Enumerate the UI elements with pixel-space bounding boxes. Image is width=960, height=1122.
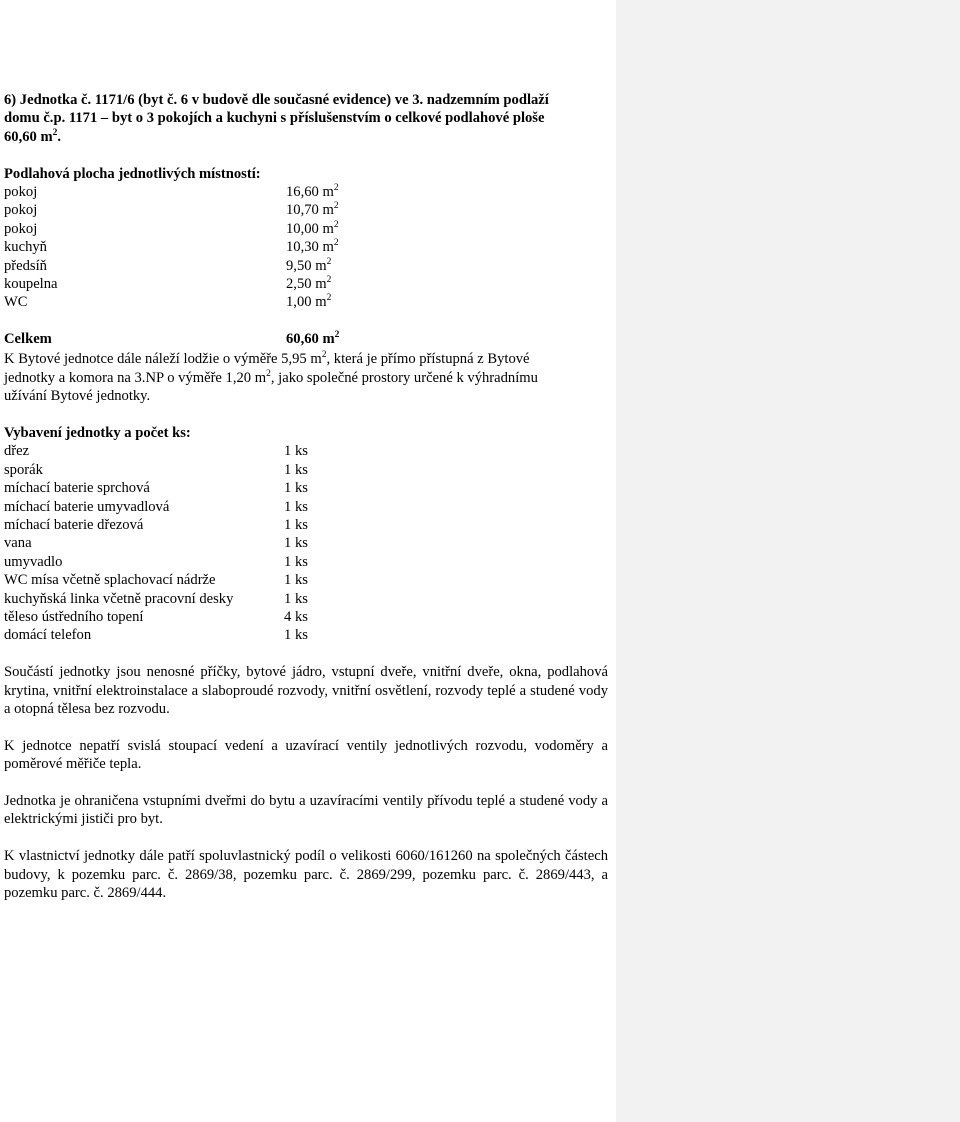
equipment-row [4,516,608,534]
equipment-name: kuchyňská linka včetně pracovní desky [4,590,234,607]
equipment-count: 1 ks [284,480,308,497]
room-row [4,183,608,201]
total-value: 60,60 $m^2$ [286,330,340,348]
equipment-count: 1 ks [284,535,308,552]
annex-paragraph: K Bytové jednotce dále náleží lodžie o výměře 5,95 $m^2$, která je přímo přístupná z Bytové jednotky a komora na 3.NP o výměře 1,20 $m^2$, jako společné prostory určené k výhradnímu užívání Bytové jednotky. [4,350,538,405]
heading-line-3: 60,60 $m^2$. [4,127,62,145]
equipment-name: míchací baterie sprchová [4,480,150,497]
room-area: 10,70 $m^2$ [286,201,339,219]
room-area: 9,50 $m^2$ [286,256,332,274]
equipment-row [4,479,608,497]
equipment-name: míchací baterie dřezová [4,516,144,533]
equipment-row [4,626,608,644]
room-row [4,238,608,256]
document-body [4,91,608,902]
room-row [4,257,608,275]
equipment-row [4,442,608,460]
equipment-row [4,608,608,626]
room-row [4,293,608,311]
right-margin-panel [616,0,960,1122]
equipment-title: Vybavení jednotky a počet ks: [4,425,191,442]
room-row [4,220,608,238]
heading-line-1: 6) Jednotka č. 1171/6 (byt č. 6 v budově dle současné evidence) ve 3. nadzemním podlaží [4,92,549,108]
room-row [4,275,608,293]
equipment-count: 1 ks [284,627,308,644]
equipment-row [4,461,608,479]
room-name: pokoj [4,202,38,219]
paragraph-components: Součástí jednotky jsou nenosné příčky, bytové jádro, vstupní dveře, vnitřní dveře, okna, podlahová krytina, vnitřní elektroinstalace a slaboproudé rozvody, vnitřní osvětlení, rozvody teplé a studené vody a otopná tělesa bez rozvodu. [4,664,608,717]
equipment-name: WC mísa včetně splachovací nádrže [4,572,216,589]
equipment-name: domácí telefon [4,627,92,644]
equipment-count: 1 ks [284,443,308,460]
equipment-name: umyvadlo [4,553,63,570]
room-name: WC [4,294,28,311]
equipment-row [4,590,608,608]
equipment-count: 1 ks [284,516,308,533]
equipment-count: 1 ks [284,590,308,607]
equipment-name: dřez [4,443,30,460]
room-name: kuchyň [4,239,47,256]
room-name: pokoj [4,220,38,237]
room-area: 1,00 $m^2$ [286,293,332,311]
equipment-count: 1 ks [284,572,308,589]
equipment-count: 1 ks [284,498,308,515]
rooms-total [4,330,608,348]
equipment-row [4,498,608,516]
room-name: koupelna [4,275,58,292]
heading-line-2: domu č.p. 1171 – byt o 3 pokojích a kuchyni s příslušenstvím o celkové podlahové ploše [4,110,545,127]
equipment-count: 1 ks [284,553,308,570]
unit-heading [4,91,608,146]
total-label: Celkem [4,331,52,348]
room-area: 16,60 $m^2$ [286,183,339,200]
equipment-name: míchací baterie umyvadlová [4,498,170,515]
equipment-row [4,571,608,589]
equipment-row [4,534,608,552]
equipment-name: těleso ústředního topení [4,608,144,625]
equipment-list [4,442,608,644]
room-area: 10,00 $m^2$ [286,219,339,237]
equipment-name: sporák [4,461,43,478]
equipment-count: 4 ks [284,608,308,625]
paragraph-boundaries: Jednotka je ohraničena vstupními dveřmi do bytu a uzavíracími ventily přívodu teplé a studené vody a elektrickými jističi pro byt. [4,792,608,828]
equipment-name: vana [4,535,32,552]
rooms-list [4,183,608,312]
equipment-count: 1 ks [284,461,308,478]
room-name: předsíň [4,257,47,274]
room-name: pokoj [4,183,38,200]
room-row [4,201,608,219]
room-area: 2,50 $m^2$ [286,275,332,292]
equipment-row [4,553,608,571]
rooms-title: Podlahová plocha jednotlivých místností: [4,165,261,182]
room-area: 10,30 $m^2$ [286,238,339,256]
paragraph-exclusions: K jednotce nepatří svislá stoupací vedení a uzavírací ventily jednotlivých rozvodu, vodoměry a poměrové měřiče tepla. [4,737,608,773]
paragraph-ownership-share: K vlastnictví jednotky dále patří spoluvlastnický podíl o velikosti 6060/161260 na společných částech budovy, k pozemku parc. č. 2869/38, pozemku parc. č. 2869/299, pozemku parc. č. 2869/443, a pozemku parc. č. 2869/444. [4,848,608,901]
